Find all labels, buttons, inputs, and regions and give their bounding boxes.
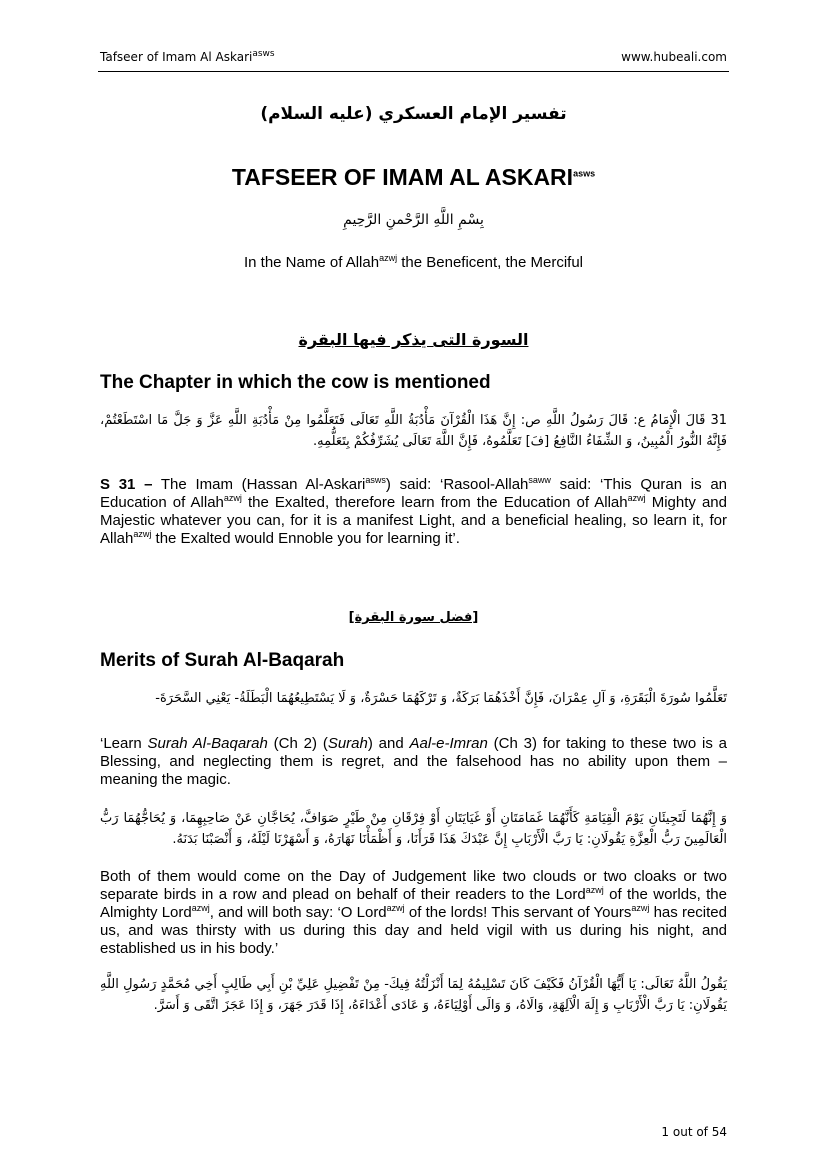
hadith-1-number: S 31 – xyxy=(100,476,153,493)
arabic-merits-heading: [فضل سورة البقرة] xyxy=(348,610,479,625)
hadith-2-text-a: ‘Learn xyxy=(100,735,148,752)
book-title-honorific: asws xyxy=(573,168,596,179)
hadith-2-arabic: تَعَلَّمُوا سُورَةَ الْبَقَرَةِ، وَ آلِ عِمْرَانَ، فَإِنَّ أَخْذَهُمَا بَرَكَةٌ، وَ تَرْكَهُمَا حَسْرَةٌ، وَ لَا يَسْتَطِيعُهُمَا الْبَطَلَةُ- يَعْنِي السَّحَرَةَ- xyxy=(155,691,727,706)
honorific: azwj xyxy=(223,493,242,503)
header-title-text: Tafseer of Imam Al Askari xyxy=(100,50,253,64)
header-title-honorific: asws xyxy=(252,49,275,59)
honorific: azwj xyxy=(191,903,210,913)
honorific: asws xyxy=(365,475,386,485)
hadith-3-text-e: has recited us, and was thirsty with us during this day and held vigil with us during his night, and established us in his body.’ xyxy=(100,904,727,957)
hadith-3-text-b: of the worlds, the Almighty Lord xyxy=(100,886,727,921)
running-header-title xyxy=(100,50,275,64)
hadith-1-text-d: the Exalted, therefore learn from the Education of Allah xyxy=(241,494,628,511)
surah-name: Surah Al-Baqarah xyxy=(147,735,268,752)
book-title-text: TAFSEER OF IMAM AL ASKARI xyxy=(231,164,574,190)
hadith-2-text-d: (Ch 3) for taking to these two is a Blessing, and neglecting them is regret, and the falsehood has no ability upon them – meaning the magic. xyxy=(100,735,727,788)
honorific: azwj xyxy=(133,529,152,539)
honorific: azwj xyxy=(386,903,405,913)
book-title xyxy=(100,164,727,191)
hadith-1-text-c: said: ‘This Quran is an Education of Allah xyxy=(100,476,728,511)
hadith-3-text-c: , and will both say: ‘O Lord xyxy=(209,904,387,921)
hadith-1-translation xyxy=(100,476,727,548)
running-header-website: www.hubeali.com xyxy=(621,50,727,64)
hadith-3-text-a: Both of them would come on the Day of Judgement like two clouds or two cloaks or two separate birds in a row and plead on behalf of their readers to the Lord xyxy=(100,868,727,903)
honorific: azwj xyxy=(631,903,650,913)
hadith-2-translation xyxy=(100,735,727,789)
hadith-4-arabic: يَقُولُ اللَّهُ تَعَالَى: يَا أَيُّهَا الْقُرْآنُ فَكَيْفَ كَانَ تَسْلِيمُهُ لِمَا أَنْزَلْتُهُ فِيكَ- مِنْ تَفْضِيلِ عَلِيِّ بْنِ أَبِي طَالِبٍ أَخِي مُحَمَّدٍ رَسُولِ اللَّهِ يَقُولَانِ: يَا رَبَّ الْأَرْبَابِ وَ إِلَهَ الْآلِهَةِ، وَالَاهُ، وَ وَالَى أَوْلِيَاءَهُ، وَ عَادَى أَعْدَاءَهُ، إِذَا قَدَرَ جَهَرَ، وَ إِذَا عَجَزَ اتَّقَى وَ أَسَرَّ. xyxy=(100,977,727,1013)
arabic-book-title: تفسير الإمام العسكري (عليه السلام) xyxy=(260,104,567,124)
surah-name: Aal-e-Imran xyxy=(409,735,488,752)
honorific: azwj xyxy=(585,885,604,895)
hadith-2-text-b: (Ch 2) ( xyxy=(267,735,328,752)
basmala-translation xyxy=(100,254,727,271)
merits-heading: Merits of Surah Al-Baqarah xyxy=(100,650,345,671)
surah-term: Surah xyxy=(327,735,368,752)
basmala-honorific: azwj xyxy=(379,253,398,263)
chapter-heading: The Chapter in which the cow is mentioned xyxy=(100,372,491,393)
honorific: azwj xyxy=(627,493,646,503)
arabic-chapter-heading: السورة التى يذكر فيها البقرة xyxy=(298,330,529,349)
basmala-translation-b: the Beneficent, the Merciful xyxy=(397,254,584,271)
hadith-1-text-a: The Imam (Hassan Al-Askari xyxy=(152,476,366,493)
hadith-3-text-d: of the lords! This servant of Yours xyxy=(404,904,632,921)
hadith-1-text-e: Mighty and Majestic whatever you can, for it is a manifest Light, and a beneficial healing, so learn it, for Allah xyxy=(100,494,727,547)
header-rule xyxy=(98,71,729,72)
basmala-arabic: بِسْمِ اللَّهِ الرَّحْمنِ الرَّحِيمِ xyxy=(343,212,484,228)
basmala-translation-a: In the Name of Allah xyxy=(243,254,380,271)
hadith-3-arabic: وَ إِنَّهُمَا لَتَجِيئَانِ يَوْمَ الْقِيَامَةِ كَأَنَّهُمَا غَمَامَتَانِ أَوْ غَيَايَتَانِ أَوْ فِرْقَانِ مِنْ طَيْرٍ صَوَافَّ، يُحَاجَّانِ عَنْ صَاحِبِهِمَا، وَ يُحَاجُّهُمَا رَبُّ الْعَالَمِينَ رَبُّ الْعِزَّةِ يَقُولَانِ: يَا رَبَّ الْأَرْبَابِ إِنَّ عَبْدَكَ هَذَا قَرَأَنَا، وَ أَظْمَأْنَا نَهَارَهُ، وَ أَسْهَرْنَا لَيْلَهُ، وَ أَنْصَبْنَا بَدَنَهُ. xyxy=(100,811,727,847)
honorific: saww xyxy=(528,475,551,485)
page-number: 1 out of 54 xyxy=(661,1125,727,1139)
hadith-1-arabic: 31 قَالَ الْإِمَامُ ع: قَالَ رَسُولُ اللَّهِ ص: إِنَّ هَذَا الْقُرْآنَ مَأْدُبَةُ اللَّهِ تَعَالَى فَتَعَلَّمُوا مِنْ مَأْدُبَةِ اللَّهِ عَزَّ وَ جَلَّ مَا اسْتَطَعْتُمْ، فَإِنَّهُ النُّورُ الْمُبِينُ، وَ الشِّفَاءُ النَّافِعُ [فَ] تَعَلَّمُوهُ، فَإِنَّ اللَّهَ تَعَالَى يُشَرِّفُكُمْ بِتَعَلُّمِهِ. xyxy=(100,413,727,449)
hadith-1-text-b: ) said: ‘Rasool-Allah xyxy=(385,476,529,493)
hadith-1-text-f: the Exalted would Ennoble you for learning it’. xyxy=(151,530,460,547)
hadith-2-text-c: ) and xyxy=(367,735,410,752)
hadith-3-translation xyxy=(100,868,727,958)
